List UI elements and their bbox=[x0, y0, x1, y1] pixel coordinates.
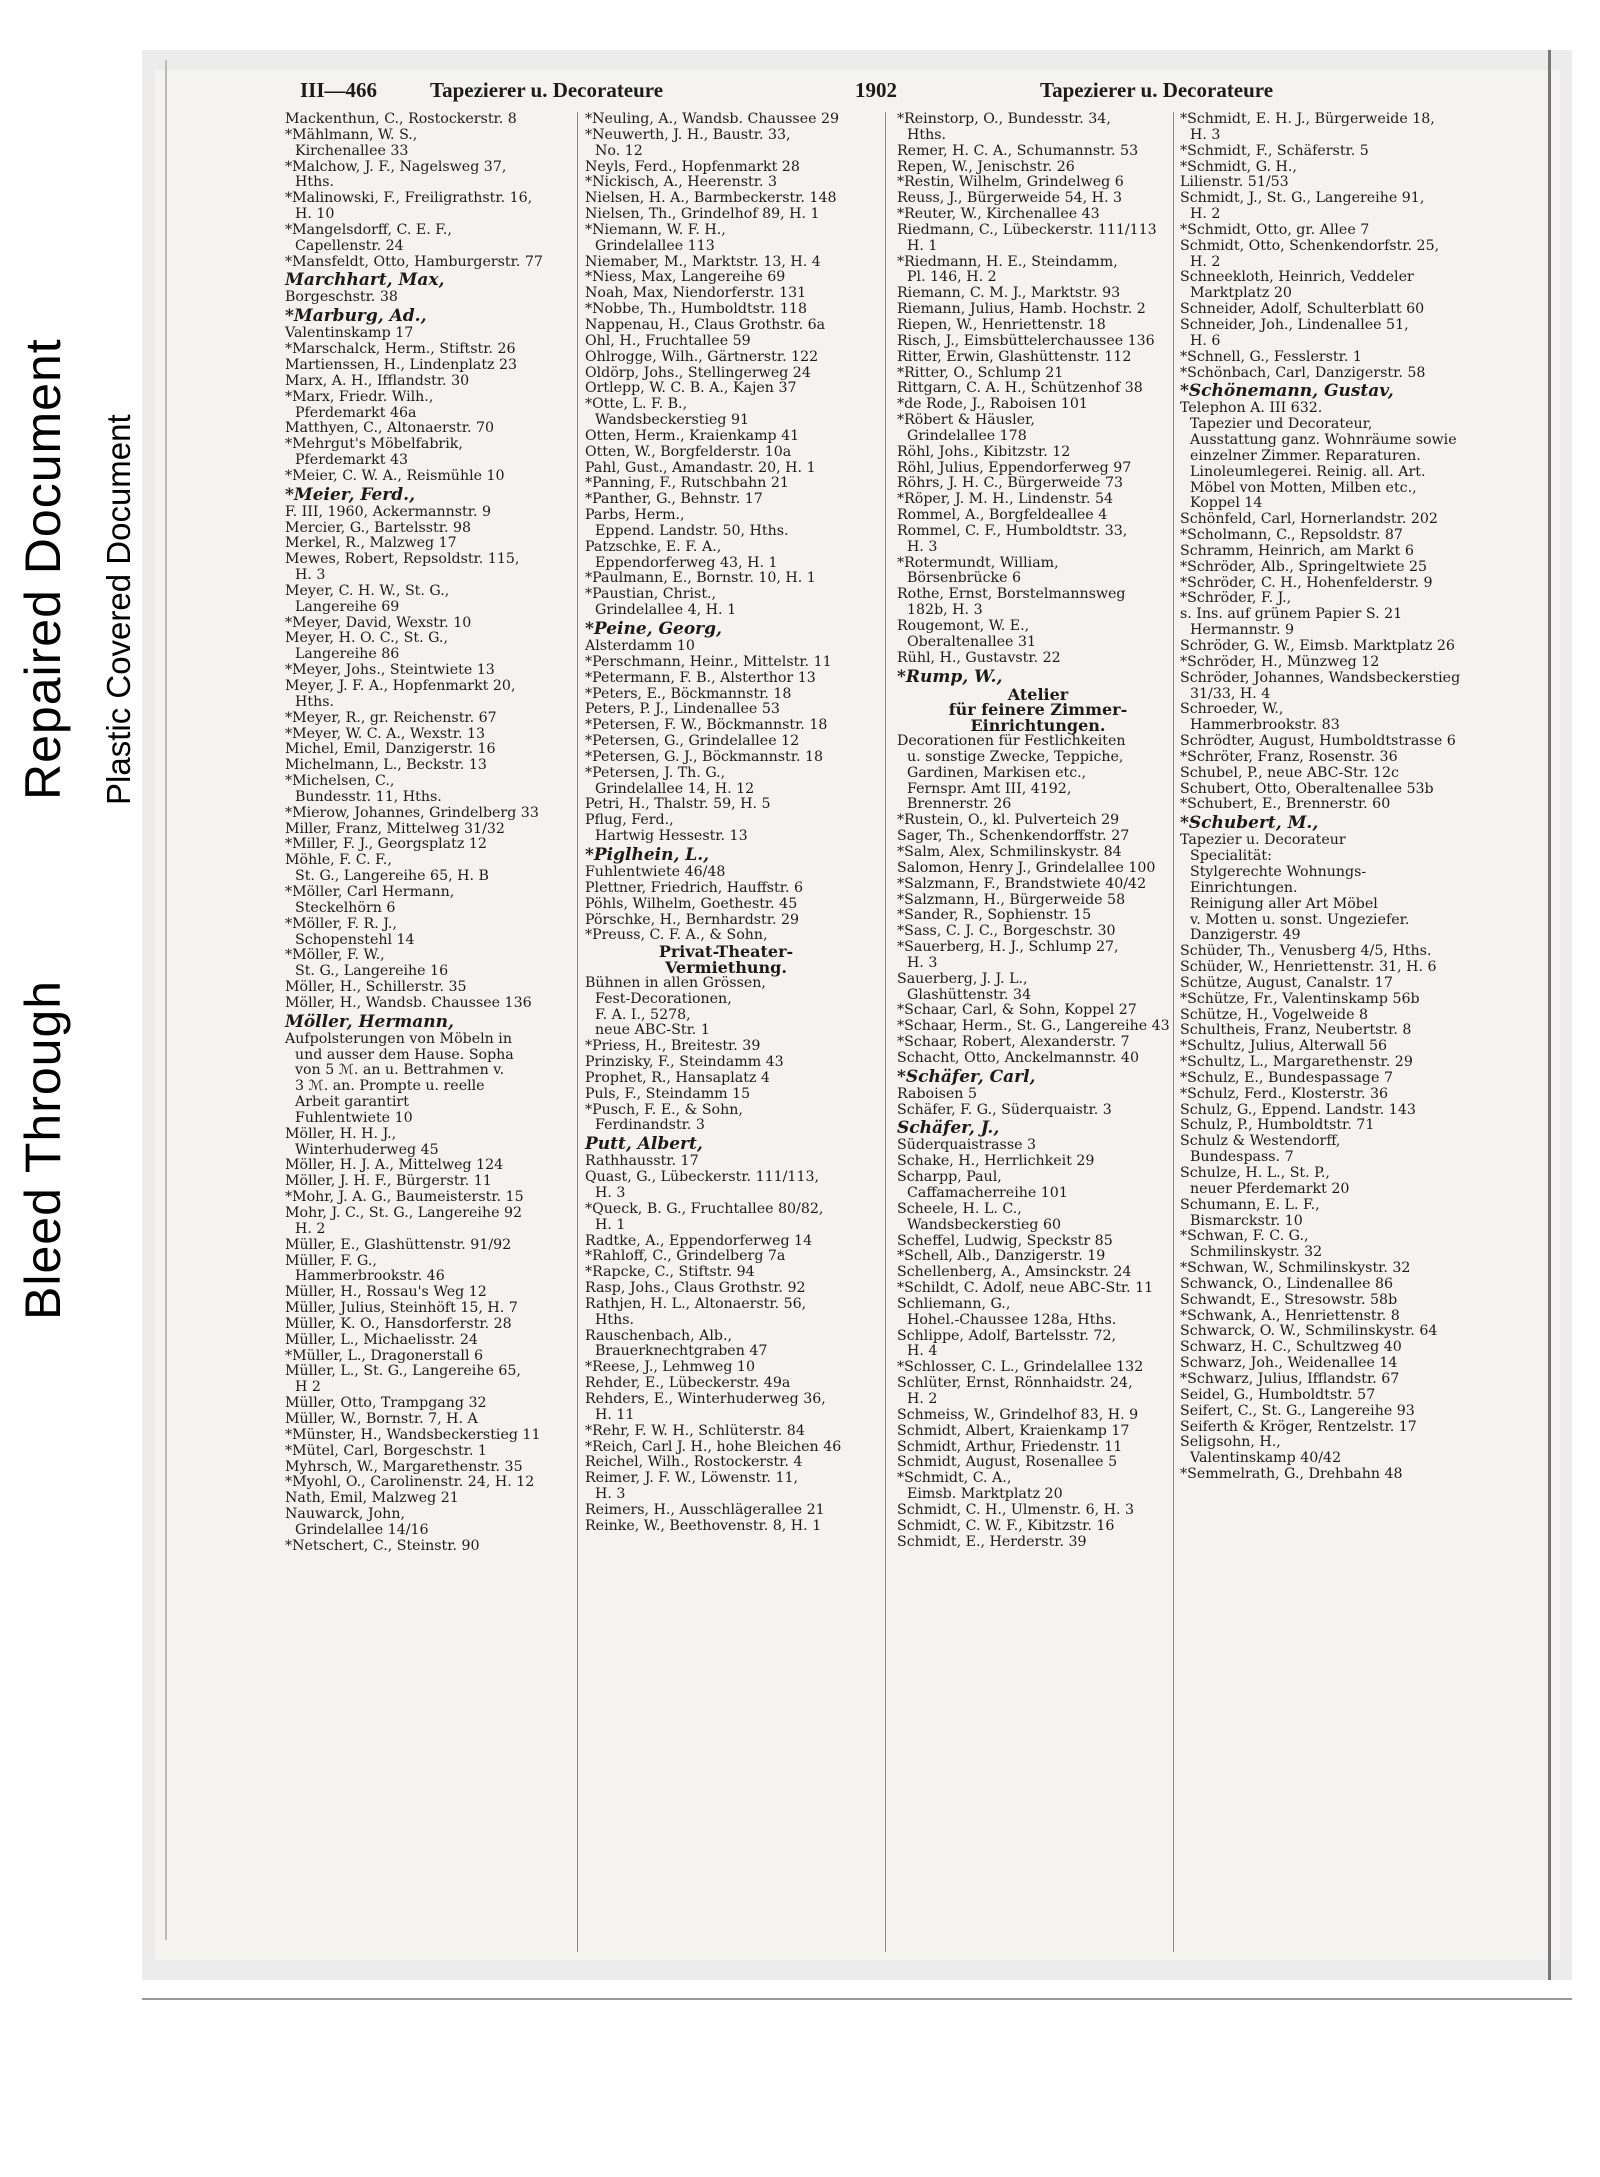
directory-entry: Rommel, C. F., Humboldtstr. 33, H. 3 bbox=[897, 522, 1128, 555]
directory-entry: *Niess, Max, Langereihe 69 bbox=[585, 269, 786, 286]
directory-entry: Pahl, Gust., Amandastr. 20, H. 1 bbox=[585, 459, 816, 476]
directory-entry: Michel, Emil, Danzigerstr. 16 bbox=[285, 741, 496, 758]
directory-entry: Prinzisky, F., Steindamm 43 bbox=[585, 1054, 784, 1071]
directory-entry: *Schröder, Alb., Springeltwiete 25 bbox=[1180, 558, 1428, 575]
directory-entry: Parbs, Herm., Eppend. Landstr. 50, Hths. bbox=[585, 507, 789, 539]
directory-entry: *Rahloff, C., Grindelberg 7a bbox=[585, 1248, 786, 1265]
directory-entry: *Reinstorp, O., Bundesstr. 34, Hths. bbox=[897, 111, 1111, 143]
directory-entry: Rühl, H., Gustavstr. 22 bbox=[897, 649, 1061, 666]
directory-entry: *Schmidt, C. A., Eimsb. Marktplatz 20 bbox=[897, 1470, 1063, 1503]
directory-entry: s. Ins. auf grünem Papier S. 21 Hermannstr. 9 bbox=[1180, 606, 1403, 639]
plastic-covered-label: Plastic Covered Document bbox=[100, 414, 137, 805]
directory-entry: Noah, Max, Niendorferstr. 131 bbox=[585, 285, 807, 302]
directory-entry: Schulze, H. L., St. P., neuer Pferdemarkt 20 bbox=[1180, 1165, 1350, 1197]
directory-entry: *Sass, C. J. C., Borgeschstr. 30 bbox=[897, 923, 1116, 940]
directory-entry: *Reese, J., Lehmweg 10 bbox=[585, 1359, 755, 1376]
directory-entry: Ortlepp, W. C. B. A., Kajen 37 bbox=[585, 380, 797, 397]
directory-entry: Schütze, August, Canalstr. 17 bbox=[1180, 974, 1393, 991]
directory-entry: *Sander, R., Sophienstr. 15 bbox=[897, 907, 1092, 924]
directory-entry: *Nobbe, Th., Humboldtstr. 118 bbox=[585, 301, 807, 318]
directory-entry: *Petersen, F. W., Böckmannstr. 18 bbox=[585, 717, 828, 734]
directory-entry: Nath, Emil, Malzweg 21 bbox=[285, 1490, 459, 1507]
directory-entry: Müller, Julius, Steinhöft 15, H. 7 bbox=[285, 1300, 518, 1317]
directory-entry: Plettner, Friedrich, Hauffstr. 6 bbox=[585, 879, 804, 896]
directory-entry: Otten, Herm., Kraienkamp 41 bbox=[585, 427, 800, 444]
directory-entry: Schäfer, J., bbox=[897, 1118, 1000, 1139]
directory-entry: *Schaar, Robert, Alexanderstr. 7 bbox=[897, 1034, 1130, 1051]
directory-entry: Patzschke, E. F. A., Eppendorferweg 43, H. 1 bbox=[585, 538, 778, 571]
bleed-through-label: Bleed Through bbox=[15, 979, 71, 1320]
directory-entry: Raboisen 5 bbox=[897, 1085, 977, 1102]
directory-entry: Schellenberg, A., Amsinckstr. 24 bbox=[897, 1264, 1132, 1281]
directory-entry: *Schubert, E., Brennerstr. 60 bbox=[1180, 796, 1391, 813]
directory-entry: *Marschalck, Herm., Stiftstr. 26 bbox=[285, 341, 516, 358]
directory-entry: *Mütel, Carl, Borgeschstr. 1 bbox=[285, 1442, 487, 1459]
directory-entry: Rathhausstr. 17 bbox=[585, 1153, 699, 1170]
directory-entry: *Salm, Alex, Schmilinskystr. 84 bbox=[897, 843, 1122, 860]
directory-entry: Schulz, P., Humboldtstr. 71 bbox=[1180, 1117, 1375, 1134]
directory-entry: *Mehrgut's Möbelfabrik, Pferdemarkt 43 bbox=[285, 436, 463, 469]
directory-entry: Borgeschstr. 38 bbox=[285, 289, 398, 306]
directory-entry: *Schmidt, Otto, gr. Allee 7 bbox=[1180, 221, 1370, 238]
directory-entry: Müller, F. G., Hammerbrookstr. 46 bbox=[285, 1252, 445, 1285]
directory-entry: *Rotermundt, William, Börsenbrücke 6 bbox=[897, 554, 1059, 587]
directory-entry: Seiferth & Kröger, Rentzelstr. 17 bbox=[1180, 1418, 1417, 1435]
directory-entry: Schröder, Johannes, Wandsbeckerstieg 31/33, H. 4 bbox=[1180, 669, 1461, 702]
directory-entry: Petri, H., Thalstr. 59, H. 5 bbox=[585, 796, 771, 813]
directory-entry: *Paustian, Christ., Grindelallee 4, H. 1 bbox=[585, 586, 737, 619]
directory-entry: Schroeder, W., Hammerbrookstr. 83 bbox=[1180, 701, 1340, 734]
directory-entry: Sager, Th., Schenkendorffstr. 27 bbox=[897, 828, 1130, 845]
directory-entry: Seifert, C., St. G., Langereihe 93 bbox=[1180, 1402, 1415, 1419]
directory-entry: Schwarz, H. C., Schultzweg 40 bbox=[1180, 1339, 1402, 1356]
directory-entry: Scheele, H. L. C., Wandsbeckerstieg 60 bbox=[897, 1200, 1062, 1233]
directory-entry: Schulz & Westendorff, Bundespass. 7 bbox=[1180, 1133, 1341, 1166]
directory-entry: Riedmann, C., Lübeckerstr. 111/113 H. 1 bbox=[897, 221, 1157, 254]
directory-entry: Repen, W., Jenischstr. 26 bbox=[897, 158, 1075, 175]
directory-entry: *Petermann, F. B., Alsterthor 13 bbox=[585, 669, 816, 686]
directory-entry: Riemann, C. M. J., Marktstr. 93 bbox=[897, 285, 1121, 302]
directory-entry: Schüder, Th., Venusberg 4/5, Hths. bbox=[1180, 943, 1432, 960]
directory-entry: F. III, 1960, Ackermannstr. 9 bbox=[285, 503, 492, 520]
directory-entry: *Schmidt, G. H., bbox=[1180, 158, 1297, 175]
directory-entry: Rauschenbach, Alb., Brauerknechtgraben 47 bbox=[585, 1327, 768, 1360]
page-number: III—466 bbox=[300, 78, 378, 102]
scan-edge-vertical bbox=[1548, 50, 1551, 1980]
directory-entry: Peters, P. J., Lindenallee 53 bbox=[585, 701, 780, 718]
directory-entry: Alsterdamm 10 bbox=[585, 638, 695, 654]
directory-entry: Riemann, Julius, Hamb. Hochstr. 2 bbox=[897, 301, 1146, 318]
directory-entry: Michelmann, L., Beckstr. 13 bbox=[285, 757, 487, 774]
directory-entry: Decorationen für Festlichkeiten u. sonstige Zwecke, Teppiche, Gardinen, Markisen etc., Fernspr. Amt III, 4192, Brennerstr. 26 bbox=[897, 733, 1126, 813]
directory-entry: Müller, H., Rossau's Weg 12 bbox=[285, 1284, 487, 1301]
directory-entry: *Petersen, J. Th. G., Grindelallee 14, H. 12 bbox=[585, 764, 755, 797]
directory-entry: Nielsen, Th., Grindelhof 89, H. 1 bbox=[585, 206, 820, 223]
directory-entry: Rittgarn, C. A. H., Schützenhof 38 bbox=[897, 380, 1143, 397]
directory-entry: Möller, H. J. A., Mittelweg 124 bbox=[285, 1157, 504, 1174]
directory-entry: *Schwarz, Julius, Ifflandstr. 67 bbox=[1180, 1370, 1400, 1387]
directory-entry: *Schröder, H., Münzweg 12 bbox=[1180, 653, 1380, 670]
directory-entry: *Scholmann, C., Repsoldstr. 87 bbox=[1180, 527, 1403, 544]
directory-entry: *Malchow, J. F., Nagelsweg 37, Hths. bbox=[285, 158, 507, 191]
directory-entry: *Möller, F. R. J., Schopenstehl 14 bbox=[285, 915, 415, 948]
section-title-right: Tapezierer u. Decorateure bbox=[1040, 78, 1274, 102]
directory-entry: *Meyer, R., gr. Reichenstr. 67 bbox=[285, 709, 497, 726]
directory-entry: *Schröder, F. J., bbox=[1180, 590, 1292, 607]
directory-entry: *Schubert, M., bbox=[1180, 813, 1319, 834]
directory-entry: Schwandt, E., Stresowstr. 58b bbox=[1180, 1291, 1398, 1308]
directory-entry: Schneider, Joh., Lindenallee 51, H. 6 bbox=[1180, 316, 1409, 349]
directory-entry: Seligsohn, H., Valentinskamp 40/42 bbox=[1180, 1434, 1342, 1467]
directory-entry: *Panning, F., Rutschbahn 21 bbox=[585, 475, 789, 492]
directory-entry: *Niemann, W. F. H., Grindelallee 113 bbox=[585, 221, 726, 254]
directory-entry: Scheffel, Ludwig, Speckstr 85 bbox=[897, 1232, 1113, 1249]
directory-entry: Reinke, W., Beethovenstr. 8, H. 1 bbox=[585, 1517, 822, 1534]
directory-entry: Rehder, E., Lübeckerstr. 49a bbox=[585, 1375, 791, 1392]
directory-column-4 bbox=[1180, 112, 1462, 1483]
directory-entry: Schmidt, Otto, Schenkendorfstr. 25, H. 2 bbox=[1180, 237, 1440, 270]
directory-entry: Nauwarck, John, Grindelallee 14/16 bbox=[285, 1506, 429, 1538]
column-rule bbox=[577, 112, 578, 1952]
directory-entry: *Mierow, Johannes, Grindelberg 33 bbox=[285, 804, 539, 821]
directory-entry: *Röper, J. M. H., Lindenstr. 54 bbox=[897, 491, 1114, 508]
directory-entry: Niemaber, M., Marktstr. 13, H. 4 bbox=[585, 253, 821, 270]
directory-entry: *Netschert, C., Steinstr. 90 bbox=[285, 1537, 480, 1554]
directory-entry: *de Rode, J., Raboisen 101 bbox=[897, 396, 1088, 413]
directory-entry: Müller, W., Bornstr. 7, H. A bbox=[285, 1410, 478, 1427]
directory-entry: Mohr, J. C., St. G., Langereihe 92 H. 2 bbox=[285, 1205, 523, 1237]
directory-entry: Schwarz, Joh., Weidenallee 14 bbox=[1180, 1355, 1398, 1372]
directory-entry: *Schäfer, Carl, bbox=[897, 1066, 1036, 1087]
directory-entry: Röhrs, J. H. C., Bürgerweide 73 bbox=[897, 475, 1124, 492]
directory-entry: Lilienstr. 51/53 bbox=[1180, 174, 1289, 191]
directory-entry: Schmeiss, W., Grindelhof 83, H. 9 bbox=[897, 1406, 1139, 1423]
directory-entry: Schrödter, August, Humboldtstrasse 6 bbox=[1180, 733, 1456, 750]
directory-entry: Rommel, A., Borgfeldeallee 4 bbox=[897, 507, 1108, 524]
directory-entry: *Michelsen, C., Bundesstr. 11, Hths. bbox=[285, 773, 442, 805]
directory-entry: *Rapcke, C., Stiftstr. 94 bbox=[585, 1264, 755, 1281]
directory-entry: Prophet, R., Hansaplatz 4 bbox=[585, 1069, 770, 1086]
directory-entry: Ohl, H., Fruchtallee 59 bbox=[585, 332, 751, 349]
directory-entry: *Salzmann, H., Bürgerweide 58 bbox=[897, 891, 1126, 908]
directory-entry: Schliemann, G., Hohel.-Chaussee 128a, Hths. bbox=[897, 1295, 1117, 1328]
directory-entry: Remer, H. C. A., Schumannstr. 53 bbox=[897, 142, 1139, 159]
directory-entry: *Meyer, Johs., Steintwiete 13 bbox=[285, 662, 495, 679]
page-spine bbox=[165, 60, 167, 1940]
directory-entry: *Mählmann, W. S., Kirchenallee 33 bbox=[285, 126, 418, 159]
directory-entry: Schlippe, Adolf, Bartelsstr. 72, H. 4 bbox=[897, 1327, 1116, 1360]
directory-entry: *Schultz, L., Margarethenstr. 29 bbox=[1180, 1054, 1413, 1071]
directory-entry: Rougemont, W. E., Oberaltenallee 31 bbox=[897, 618, 1037, 650]
directory-entry: *Schütze, Fr., Valentinskamp 56b bbox=[1180, 990, 1420, 1007]
directory-entry: *Schönbach, Carl, Danzigerstr. 58 bbox=[1180, 364, 1426, 381]
column-rule bbox=[885, 112, 886, 1952]
directory-entry: Röhl, Julius, Eppendorferweg 97 bbox=[897, 459, 1132, 476]
year: 1902 bbox=[855, 78, 897, 102]
directory-entry: Müller, K. O., Hansdorferstr. 28 bbox=[285, 1315, 512, 1332]
directory-entry: Möller, Hermann, bbox=[285, 1011, 454, 1032]
repaired-document-label: Repaired Document bbox=[15, 338, 71, 800]
directory-column-2 bbox=[585, 112, 867, 1535]
directory-entry: Oldörp, Johs., Stellingerweg 24 bbox=[585, 364, 811, 381]
directory-entry: Ritter, Erwin, Glashüttenstr. 112 bbox=[897, 348, 1132, 365]
directory-entry: *Rump, W., bbox=[897, 666, 1003, 687]
directory-entry: *Malinowski, F., Freiligrathstr. 16, H. 10 bbox=[285, 190, 533, 223]
directory-entry: *Perschmann, Heinr., Mittelstr. 11 bbox=[585, 653, 832, 670]
directory-entry: Schlüter, Ernst, Rönnhaidstr. 24, H. 2 bbox=[897, 1375, 1133, 1407]
directory-entry: *Schaar, Herm., St. G., Langereihe 43 bbox=[897, 1018, 1170, 1035]
directory-entry: Myhrsch, W., Margarethenstr. 35 bbox=[285, 1458, 523, 1475]
directory-entry: *Salzmann, F., Brandstwiete 40/42 bbox=[897, 875, 1147, 892]
directory-entry: Schubert, Otto, Oberaltenallee 53b bbox=[1180, 780, 1434, 797]
directory-entry: *Myohl, O., Carolinenstr. 24, H. 12 bbox=[285, 1474, 535, 1491]
directory-entry: *Rustein, O., kl. Pulverteich 29 bbox=[897, 812, 1120, 829]
directory-entry: *Mangelsdorff, C. E. F., Capellenstr. 24 bbox=[285, 221, 452, 254]
directory-entry: *Schröder, C. H., Hohenfelderstr. 9 bbox=[1180, 574, 1433, 591]
directory-entry: *Schlosser, C. L., Grindelallee 132 bbox=[897, 1359, 1144, 1376]
directory-entry: Schramm, Heinrich, am Markt 6 bbox=[1180, 542, 1414, 559]
directory-entry: Nielsen, H. A., Barmbeckerstr. 148 bbox=[585, 190, 837, 207]
directory-entry: Risch, J., Eimsbüttelerchaussee 136 bbox=[897, 332, 1155, 349]
directory-entry: *Marburg, Ad., bbox=[285, 306, 427, 327]
directory-entry: Müller, Otto, Trampgang 32 bbox=[285, 1395, 487, 1412]
directory-entry: *Otte, L. F. B., Wandsbeckerstieg 91 bbox=[585, 396, 750, 429]
directory-entry: *Schwank, A., Henriettenstr. 8 bbox=[1180, 1307, 1400, 1324]
directory-entry: Mackenthun, C., Rostockerstr. 8 bbox=[285, 111, 517, 127]
directory-entry: *Müller, L., Dragonerstall 6 bbox=[285, 1347, 484, 1364]
directory-entry: *Schultz, Julius, Alterwall 56 bbox=[1180, 1038, 1388, 1055]
directory-entry: *Semmelrath, G., Drehbahn 48 bbox=[1180, 1466, 1403, 1483]
directory-entry: *Möller, Carl Hermann, Steckelhörn 6 bbox=[285, 883, 455, 916]
directory-entry: Radtke, A., Eppendorferweg 14 bbox=[585, 1232, 813, 1249]
directory-entry: *Neuwerth, J. H., Baustr. 33, No. 12 bbox=[585, 126, 791, 159]
directory-entry: Schumann, E. L. F., Bismarckstr. 10 bbox=[1180, 1196, 1320, 1229]
directory-entry: *Schell, Alb., Danzigerstr. 19 bbox=[897, 1248, 1106, 1265]
directory-entry: *Sauerberg, H. J., Schlump 27, H. 3 bbox=[897, 939, 1119, 971]
directory-entry: *Schnell, G., Fesslerstr. 1 bbox=[1180, 348, 1362, 365]
directory-entry: Schultheis, Franz, Neubertstr. 8 bbox=[1180, 1022, 1412, 1039]
directory-entry: Süderquaistrasse 3 bbox=[897, 1137, 1037, 1154]
directory-entry: Schmidt, Arthur, Friedenstr. 11 bbox=[897, 1438, 1123, 1455]
directory-entry: *Restin, Wilhelm, Grindelweg 6 bbox=[897, 174, 1124, 191]
directory-entry: Privat-Theater- Vermiethung. bbox=[658, 942, 794, 978]
directory-entry: *Preuss, C. F. A., & Sohn, bbox=[585, 927, 768, 944]
directory-entry: Mercier, G., Bartelsstr. 98 bbox=[285, 519, 472, 536]
directory-entry: *Piglhein, L., bbox=[585, 844, 710, 865]
directory-entry: Müller, E., Glashüttenstr. 91/92 bbox=[285, 1236, 512, 1253]
directory-entry: Neyls, Ferd., Hopfenmarkt 28 bbox=[585, 158, 800, 175]
directory-entry: Reimers, H., Ausschlägerallee 21 bbox=[585, 1501, 825, 1518]
directory-entry: Bühnen in allen Grössen, Fest-Decorationen, F. A. I., 5278, neue ABC-Str. 1 bbox=[585, 974, 766, 1039]
directory-entry: Schmidt, E., Herderstr. 39 bbox=[897, 1533, 1087, 1550]
directory-entry: Mewes, Robert, Repsoldstr. 115, H. 3 bbox=[285, 551, 520, 584]
directory-entry: *Schröter, Franz, Rosenstr. 36 bbox=[1180, 748, 1398, 765]
directory-entry: Matthyen, C., Altonaerstr. 70 bbox=[285, 420, 495, 437]
directory-entry: Pörschke, H., Bernhardstr. 29 bbox=[585, 911, 800, 928]
directory-entry: *Möller, F. W., St. G., Langereihe 16 bbox=[285, 947, 449, 980]
directory-entry: *Panther, G., Behnstr. 17 bbox=[585, 491, 763, 508]
directory-entry: Puls, F., Steindamm 15 bbox=[585, 1085, 751, 1102]
directory-entry: Schwarck, O. W., Schmilinskystr. 64 bbox=[1180, 1323, 1438, 1340]
directory-entry: Schäfer, F. G., Süderquaistr. 3 bbox=[897, 1101, 1112, 1118]
directory-entry: Seidel, G., Humboldtstr. 57 bbox=[1180, 1386, 1376, 1403]
section-title-left: Tapezierer u. Decorateure bbox=[430, 78, 664, 102]
directory-entry: Rehders, E., Winterhuderweg 36, H. 11 bbox=[585, 1390, 826, 1423]
directory-entry: Schubel, P., neue ABC-Str. 12c bbox=[1180, 764, 1399, 781]
directory-entry: *Meyer, David, Wexstr. 10 bbox=[285, 614, 472, 631]
directory-entry: *Rehr, F. W. H., Schlüterstr. 84 bbox=[585, 1422, 805, 1439]
directory-entry: *Petersen, G. J., Böckmannstr. 18 bbox=[585, 748, 824, 765]
directory-entry: Schacht, Otto, Anckelmannstr. 40 bbox=[897, 1049, 1139, 1066]
directory-entry: Schmidt, C. W. F., Kibitzstr. 16 bbox=[897, 1517, 1115, 1534]
directory-entry: Schneider, Adolf, Schulterblatt 60 bbox=[1180, 301, 1425, 318]
directory-entry: Schmidt, August, Rosenallee 5 bbox=[897, 1454, 1118, 1471]
directory-entry: Schmidt, Albert, Kraienkamp 17 bbox=[897, 1422, 1130, 1439]
directory-entry: Schmidt, J., St. G., Langereihe 91, H. 2 bbox=[1180, 190, 1425, 223]
directory-entry: *Meyer, W. C. A., Wexstr. 13 bbox=[285, 725, 486, 742]
directory-entry: Pflug, Ferd., Hartwig Hessestr. 13 bbox=[585, 812, 748, 845]
directory-entry: *Neuling, A., Wandsb. Chaussee 29 bbox=[585, 111, 840, 127]
directory-entry: Sauerberg, J. J. L., Glashüttenstr. 34 bbox=[897, 970, 1032, 1003]
directory-entry: Reimer, J. F. W., Löwenstr. 11, H. 3 bbox=[585, 1470, 799, 1503]
directory-entry: Schulz, G., Eppend. Landstr. 143 bbox=[1180, 1101, 1416, 1118]
directory-entry: *Schildt, C. Adolf, neue ABC-Str. 11 bbox=[897, 1280, 1154, 1297]
directory-entry: Schwanck, O., Lindenallee 86 bbox=[1180, 1275, 1394, 1292]
directory-entry: *Schwan, F. C. G., Schmilinskystr. 32 bbox=[1180, 1228, 1323, 1261]
directory-entry: *Reuter, W., Kirchenallee 43 bbox=[897, 206, 1100, 223]
directory-entry: Schütze, H., Vogelweide 8 bbox=[1180, 1006, 1369, 1023]
directory-entry: Nappenau, H., Claus Grothstr. 6a bbox=[585, 316, 826, 333]
directory-entry: Möller, J. H. F., Bürgerstr. 11 bbox=[285, 1173, 492, 1190]
directory-entry: Aufpolsterungen von Möbeln in und ausser dem Hause. Sopha von 5 ℳ. an u. Bettrahmen v. 3 ℳ. an. Prompte u. reelle Arbeit garantirt Fuhlentwiete 10 bbox=[285, 1030, 514, 1126]
directory-entry: Rasp, Johs., Claus Grothstr. 92 bbox=[585, 1280, 806, 1297]
directory-entry: Möhle, F. C. F., St. G., Langereihe 65, H. B bbox=[285, 852, 489, 885]
directory-entry: *Schwan, W., Schmilinskystr. 32 bbox=[1180, 1260, 1411, 1277]
directory-entry: Marchhart, Max, bbox=[285, 270, 445, 291]
directory-entry: Tapezier u. Decorateur Specialität: Stylgerechte Wohnungs- Einrichtungen. Reinigung aller Art Möbel v. Motten u. sonst. Ungeziefer. Danzigerstr. 49 bbox=[1180, 832, 1410, 944]
directory-entry: *Riedmann, H. E., Steindamm, Pl. 146, H. 2 bbox=[897, 253, 1118, 286]
directory-entry: *Mohr, J. A. G., Baumeisterstr. 15 bbox=[285, 1189, 524, 1206]
directory-entry: *Ritter, O., Schlump 21 bbox=[897, 364, 1064, 381]
directory-entry: Marx, A. H., Ifflandstr. 30 bbox=[285, 372, 470, 389]
directory-entry: Schönfeld, Carl, Hornerlandstr. 202 bbox=[1180, 511, 1438, 528]
directory-entry: Schröder, G. W., Eimsb. Marktplatz 26 bbox=[1180, 638, 1455, 654]
directory-entry: Scharpp, Paul, Caffamacherreihe 101 bbox=[897, 1169, 1068, 1201]
directory-entry: Atelier für feinere Zimmer- Einrichtungen. bbox=[948, 684, 1128, 736]
directory-entry: Martienssen, H., Lindenplatz 23 bbox=[285, 356, 518, 373]
directory-entry: Meyer, J. F. A., Hopfenmarkt 20, Hths. bbox=[285, 678, 516, 710]
directory-entry: Putt, Albert, bbox=[585, 1134, 703, 1155]
directory-entry: *Schulz, Ferd., Klosterstr. 36 bbox=[1180, 1085, 1389, 1102]
directory-entry: Miller, Franz, Mittelweg 31/32 bbox=[285, 820, 505, 837]
directory-entry: Rothe, Ernst, Borstelmannsweg 182b, H. 3 bbox=[897, 586, 1126, 619]
scan-edge-horizontal bbox=[142, 1998, 1572, 2000]
directory-entry: Telephon A. III 632. Tapezier und Decorateur, Ausstattung ganz. Wohnräume sowie einzelner Zimmer. Reparaturen. Linoleumlegerei. Reinig. all. Art. Möbel von Motten, Milben etc., Koppel 14 bbox=[1180, 400, 1457, 512]
directory-column-1 bbox=[285, 112, 567, 1555]
directory-entry: *Pusch, F. E., & Sohn, Ferdinandstr. 3 bbox=[585, 1101, 743, 1134]
directory-entry: *Priess, H., Breitestr. 39 bbox=[585, 1038, 761, 1055]
directory-entry: *Münster, H., Wandsbeckerstieg 11 bbox=[285, 1426, 541, 1443]
directory-entry: *Schmidt, F., Schäferstr. 5 bbox=[1180, 142, 1369, 159]
directory-entry: *Queck, B. G., Fruchtallee 80/82, H. 1 bbox=[585, 1200, 824, 1233]
directory-entry: Müller, L., St. G., Langereihe 65, H 2 bbox=[285, 1363, 521, 1396]
directory-entry: *Reich, Carl J. H., hohe Bleichen 46 bbox=[585, 1438, 842, 1455]
directory-entry: Schüder, W., Henriettenstr. 31, H. 6 bbox=[1180, 959, 1437, 976]
directory-entry: Salomon, Henry J., Grindelallee 100 bbox=[897, 859, 1156, 876]
directory-entry: *Röbert & Häusler, Grindelallee 178 bbox=[897, 412, 1035, 444]
directory-entry: *Marx, Friedr. Wilh., Pferdemarkt 46a bbox=[285, 388, 434, 421]
directory-entry: Otten, W., Borgfelderstr. 10a bbox=[585, 443, 792, 460]
directory-entry: Rathjen, H. L., Altonaerstr. 56, Hths. bbox=[585, 1295, 807, 1328]
directory-entry: *Miller, F. J., Georgsplatz 12 bbox=[285, 836, 487, 853]
directory-entry: Meyer, C. H. W., St. G., Langereihe 69 bbox=[285, 582, 450, 615]
directory-entry: Quast, G., Lübeckerstr. 111/113, H. 3 bbox=[585, 1169, 820, 1201]
directory-entry: Möller, H., Wandsb. Chaussee 136 bbox=[285, 994, 532, 1011]
directory-entry: Schneekloth, Heinrich, Veddeler Marktplatz 20 bbox=[1180, 269, 1414, 302]
directory-entry: *Schaar, Carl, & Sohn, Koppel 27 bbox=[897, 1002, 1137, 1019]
directory-entry: *Mansfeldt, Otto, Hamburgerstr. 77 bbox=[285, 253, 543, 270]
directory-entry: Fuhlentwiete 46/48 bbox=[585, 863, 726, 880]
directory-entry: *Meier, C. W. A., Reismühle 10 bbox=[285, 467, 505, 484]
directory-entry: Meyer, H. O. C., St. G., Langereihe 86 bbox=[285, 630, 448, 663]
directory-entry: *Schönemann, Gustav, bbox=[1180, 381, 1394, 402]
directory-entry: Pöhls, Wilhelm, Goethestr. 45 bbox=[585, 895, 798, 912]
directory-entry: *Petersen, G., Grindelallee 12 bbox=[585, 733, 800, 750]
directory-entry: *Peine, Georg, bbox=[585, 619, 722, 639]
directory-entry: *Schmidt, E. H. J., Bürgerweide 18, H. 3 bbox=[1180, 111, 1435, 143]
directory-entry: Merkel, R., Malzweg 17 bbox=[285, 535, 457, 552]
directory-entry: Schake, H., Herrlichkeit 29 bbox=[897, 1153, 1095, 1170]
directory-entry: Schmidt, C. H., Ulmenstr. 6, H. 3 bbox=[897, 1501, 1135, 1518]
directory-entry: Möller, H., Schillerstr. 35 bbox=[285, 979, 467, 996]
directory-entry: Ohlrogge, Wilh., Gärtnerstr. 122 bbox=[585, 348, 819, 365]
directory-entry: Riepen, W., Henriettenstr. 18 bbox=[897, 316, 1106, 333]
running-head bbox=[300, 78, 1450, 106]
directory-entry: Reichel, Wilh., Rostockerstr. 4 bbox=[585, 1454, 803, 1471]
directory-entry: *Meier, Ferd., bbox=[285, 484, 415, 505]
directory-entry: Reuss, J., Bürgerweide 54, H. 3 bbox=[897, 190, 1123, 207]
directory-entry: *Schulz, E., Bundespassage 7 bbox=[1180, 1069, 1393, 1086]
directory-entry: Röhl, Johs., Kibitzstr. 12 bbox=[897, 443, 1071, 460]
directory-entry: *Nickisch, A., Heerenstr. 3 bbox=[585, 174, 778, 191]
directory-entry: *Peters, E., Böckmannstr. 18 bbox=[585, 685, 792, 702]
directory-entry: Valentinskamp 17 bbox=[285, 325, 414, 342]
directory-entry: *Paulmann, E., Bornstr. 10, H. 1 bbox=[585, 570, 816, 587]
directory-entry: Möller, H. H. J., Winterhuderweg 45 bbox=[285, 1125, 439, 1158]
directory-entry: Müller, L., Michaelisstr. 24 bbox=[285, 1331, 478, 1348]
directory-column-3 bbox=[897, 112, 1179, 1550]
